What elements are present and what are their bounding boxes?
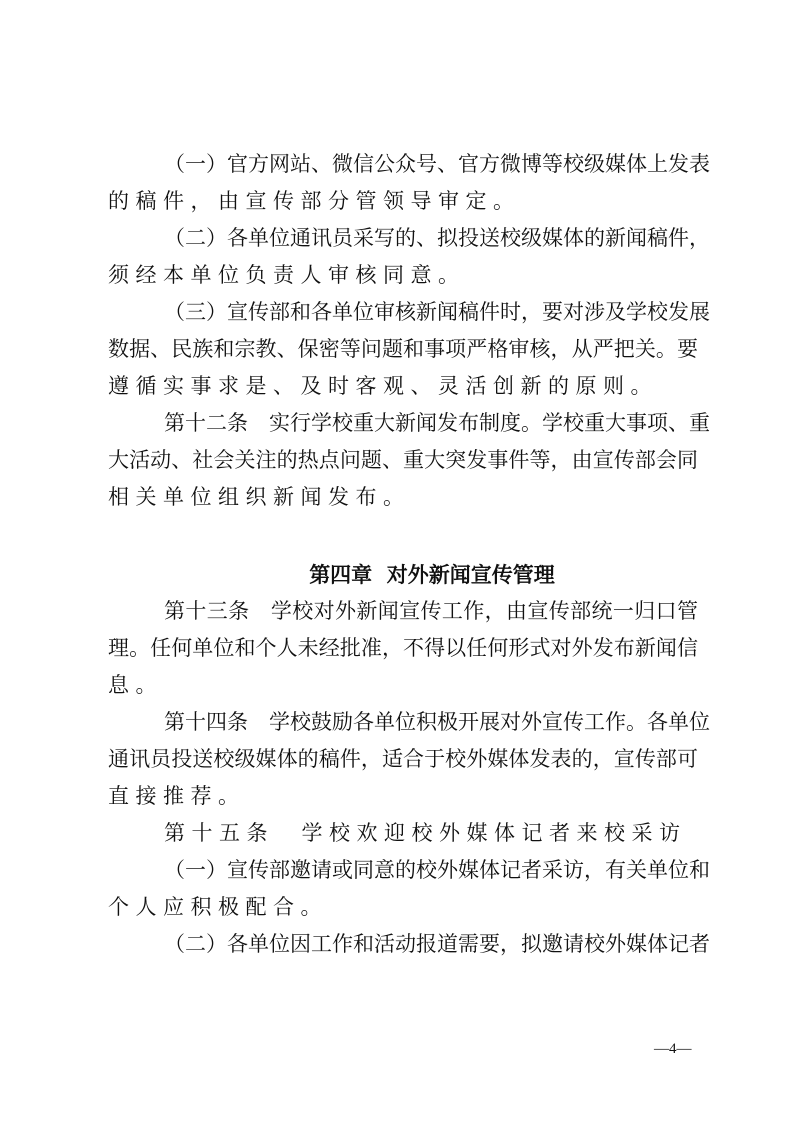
text-line: （二）各单位通讯员采写的、拟投送校级媒体的新闻稿件，: [164, 226, 710, 250]
text-line: 第十三条 学校对外新闻宣传工作，由宣传部统一归口管: [164, 599, 698, 623]
paragraph: [108, 593, 698, 704]
document-body: [108, 146, 710, 963]
text-line: 理。任何单位和个人未经批准，不得以任何形式对外发布新闻信: [108, 636, 698, 660]
paragraph: [108, 852, 710, 926]
paragraph: [108, 815, 698, 852]
text-line: 须经本单位负责人审核同意。: [108, 263, 466, 287]
text-line: 的稿件，由宣传部分管领导审定。: [108, 189, 521, 213]
text-line: 第十五条 学校欢迎校外媒体记者来校采访: [164, 821, 687, 845]
paragraph: [108, 704, 710, 815]
text-line: 直接推荐。: [108, 784, 246, 808]
paragraph: [108, 146, 710, 220]
text-line: 相关单位组织新闻发布。: [108, 485, 411, 509]
text-line: （二）各单位因工作和活动报道需要，拟邀请校外媒体记者: [164, 932, 710, 956]
text-line: （一）宣传部邀请或同意的校外媒体记者采访，有关单位和: [164, 858, 710, 882]
text-line: 大活动、社会关注的热点问题、重大突发事件等，由宣传部会同: [108, 448, 698, 472]
text-line: 第十二条 实行学校重大新闻发布制度。学校重大事项、重: [164, 411, 710, 435]
text-line: 息。: [108, 673, 163, 697]
text-line: 通讯员投送校级媒体的稿件，适合于校外媒体发表的，宣传部可: [108, 747, 698, 771]
paragraph: [108, 220, 710, 294]
paragraph: [108, 405, 710, 516]
text-line: 遵循实事求是、及时客观、灵活创新的原则。: [108, 374, 658, 398]
paragraph: [108, 294, 710, 405]
chapter-heading: 第四章 对外新闻宣传管理: [309, 562, 555, 587]
text-line: 个人应积极配合。: [108, 895, 328, 919]
paragraph: [108, 926, 710, 963]
text-line: （一）官方网站、微信公众号、官方微博等校级媒体上发表: [164, 152, 710, 176]
text-line: 数据、民族和宗教、保密等问题和事项严格审核，从严把关。要: [108, 337, 698, 361]
section-chapter-four: [108, 593, 710, 963]
text-line: 第十四条 学校鼓励各单位积极开展对外宣传工作。各单位: [164, 710, 710, 734]
text-line: （三）宣传部和各单位审核新闻稿件时，要对涉及学校发展: [164, 300, 710, 324]
section-before-chapter: [108, 146, 710, 516]
blank-line: [108, 516, 698, 556]
page-number: —4—: [654, 1041, 692, 1057]
